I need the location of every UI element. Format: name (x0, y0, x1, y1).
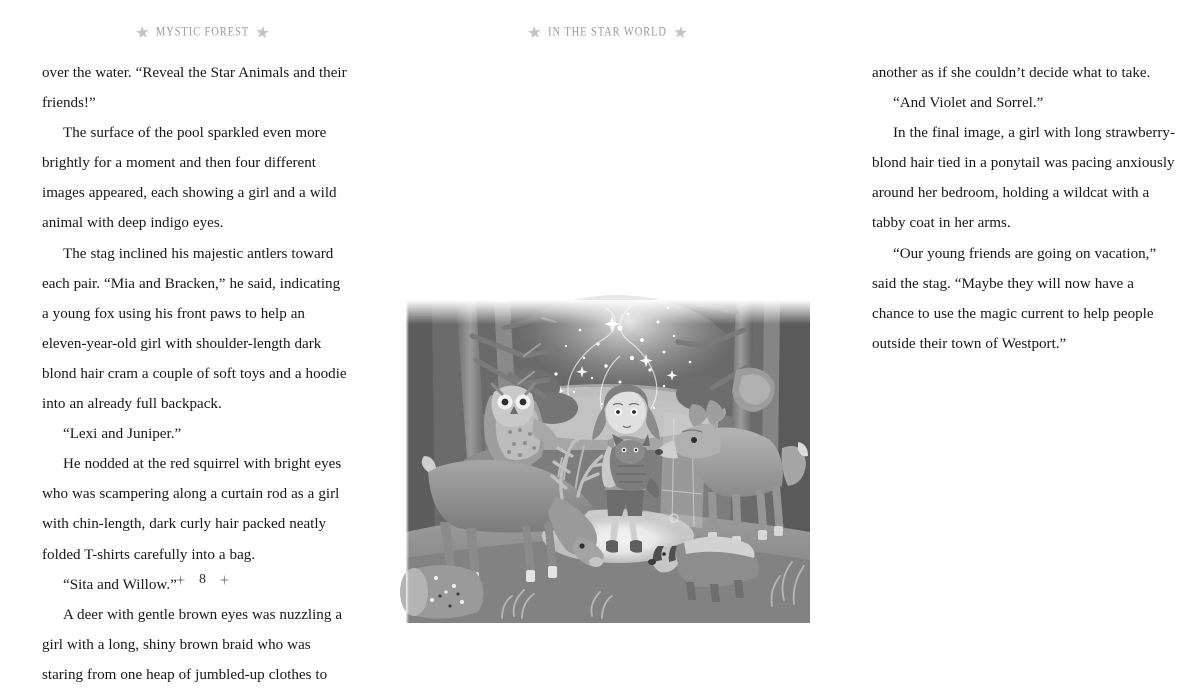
paragraph: He nodded at the red squirrel with bright eyes who was scampering along a curtain rod as a girl with chin-length, dark curly hair packed neatly folded T-shirts carefully into a bag. (42, 456, 342, 563)
body-text-left (42, 58, 348, 690)
running-head-left (0, 22, 405, 42)
paragraph: “And Violet and Sorrel.” (893, 95, 1044, 112)
forest-illustration (406, 300, 810, 623)
paragraph: another as if she couldn’t decide what to take. (872, 65, 1151, 81)
star-icon (135, 25, 149, 39)
star-icon (673, 25, 687, 39)
sparkle-icon (219, 575, 230, 586)
paragraph: The surface of the pool sparkled even more brightly for a moment and then four different images appeared, each showing a girl and a wild animal with deep indigo eyes. (42, 125, 337, 232)
paragraph: The stag inclined his majestic antlers toward each pair. “Mia and Bracken,” he said, indicating a young fox using his front paws to help an eleven-year-old girl with shoulder-length dark blond hair cram a couple of soft toys and a hoodie into an already full backpack. (42, 245, 347, 413)
running-head-title: IN THE STAR WORLD (548, 25, 667, 39)
page-number-block (0, 573, 405, 587)
paragraph: “Lexi and Juniper.” (63, 426, 182, 443)
sparkle-icon (175, 575, 186, 586)
paragraph: “Sita and Willow.” (63, 576, 177, 593)
star-icon (255, 25, 269, 39)
body-text-right (872, 58, 1178, 359)
running-head-right (405, 22, 810, 42)
running-head-title: MYSTIC FOREST (155, 25, 250, 39)
star-icon (527, 25, 541, 39)
left-page (0, 0, 405, 683)
page-number: 8 (199, 572, 206, 587)
paragraph: A deer with gentle brown eyes was nuzzling a girl with a long, shiny brown braid who was staring from one heap of jumbled-up clothes to (42, 606, 343, 683)
paragraph: In the final image, a girl with long strawberry-blond hair tied in a ponytail was pacing anxiously around her bedroom, holding a wildcat with a tabby coat in her arms. (872, 125, 1176, 232)
paragraph: “Our young friends are going on vacation,” said the stag. “Maybe they will now have a chance to use the magic current to help people outside their town of Westport.” (872, 245, 1157, 352)
paragraph: over the water. “Reveal the Star Animals and their friends!” (42, 65, 347, 112)
